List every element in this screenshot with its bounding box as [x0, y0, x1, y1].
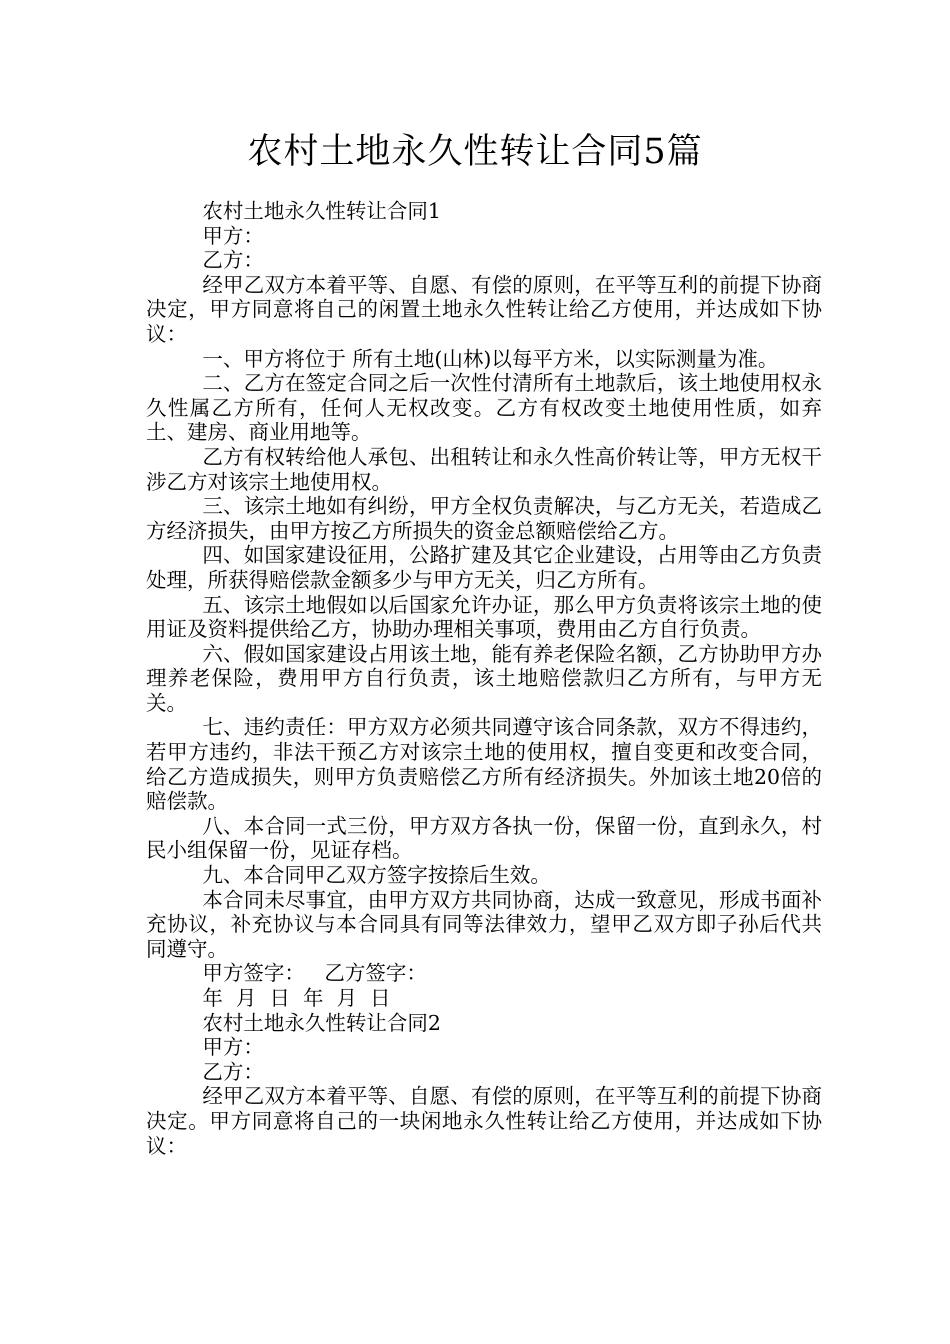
signature-line: 甲方签字： 乙方签字： — [202, 961, 427, 986]
clause-9: 九、本合同甲乙双方签字按捺后生效。 — [202, 863, 551, 888]
clause-5: 五、该宗土地假如以后国家允许办证，那么甲方负责将该宗土地的使用证及资料提供给乙方，协助办理相关事项，费用由乙方自行负责。 — [146, 592, 822, 642]
date-line: 年 月 日 年 月 日 — [202, 986, 391, 1010]
contract-1-heading: 农村土地永久性转让合同1 — [202, 199, 441, 223]
clause-3: 三、该宗土地如有纠纷，甲方全权负责解决，与乙方无关，若造成乙方经济损失，由甲方按乙方所损失的资金总额赔偿给乙方。 — [146, 494, 822, 543]
clause-4: 四、如国家建设征用，公路扩建及其它企业建设，占用等由乙方负责处理，所获得赔偿款金额多少与甲方无关，归乙方所有。 — [146, 543, 822, 592]
clause-2-continued: 乙方有权转给他人承包、出租转让和永久性高价转让等，甲方无权干涉乙方对该宗土地使用权。 — [146, 444, 822, 494]
clause-2: 二、乙方在签定合同之后一次性付清所有土地款后，该土地使用权永久性属乙方所有，任何人无权改变。乙方有权改变土地使用性质，如弃土、建房、商业用地等。 — [146, 371, 822, 445]
party-b-label: 乙方： — [202, 1059, 264, 1084]
clause-6: 六、假如国家建设占用该土地，能有养老保险名额，乙方协助甲方办理养老保险，费用甲方自行负责，该土地赔偿款归乙方所有，与甲方无关。 — [146, 641, 822, 715]
party-a-label: 甲方： — [202, 223, 264, 248]
party-a-label: 甲方： — [202, 1035, 264, 1060]
supplementary-clause: 本合同未尽事宜，由甲方双方共同协商，达成一致意见，形成书面补充协议，补充协议与本合同具有同等法律效力，望甲乙双方即子孙后代共同遵守。 — [146, 887, 822, 961]
contract-2-heading: 农村土地永久性转让合同2 — [202, 1010, 441, 1035]
document-body — [146, 199, 822, 1158]
contract-2-preamble: 经甲乙双方本着平等、自愿、有偿的原则，在平等互利的前提下协商决定。甲方同意将自己的一块闲地永久性转让给乙方使用，并达成如下协议： — [146, 1084, 822, 1158]
clause-7: 七、违约责任：甲方双方必须共同遵守该合同条款，双方不得违约，若甲方违约，非法干预乙方对该宗土地的使用权，擅自变更和改变合同，给乙方造成损失，则甲方负责赔偿乙方所有经济损失。外加该土地20倍的赔偿款。 — [146, 715, 822, 814]
party-b-label: 乙方： — [202, 248, 264, 273]
clause-8: 八、本合同一式三份，甲方双方各执一份，保留一份，直到永久，村民小组保留一份，见证存档。 — [146, 813, 822, 863]
document-title: 农村土地永久性转让合同5篇 — [247, 132, 703, 172]
contract-preamble: 经甲乙双方本着平等、自愿、有偿的原则，在平等互利的前提下协商决定，甲方同意将自己的闲置土地永久性转让给乙方使用，并达成如下协议： — [146, 272, 822, 346]
clause-1: 一、甲方将位于 所有土地(山林)以每平方米，以实际测量为准。 — [202, 346, 779, 371]
